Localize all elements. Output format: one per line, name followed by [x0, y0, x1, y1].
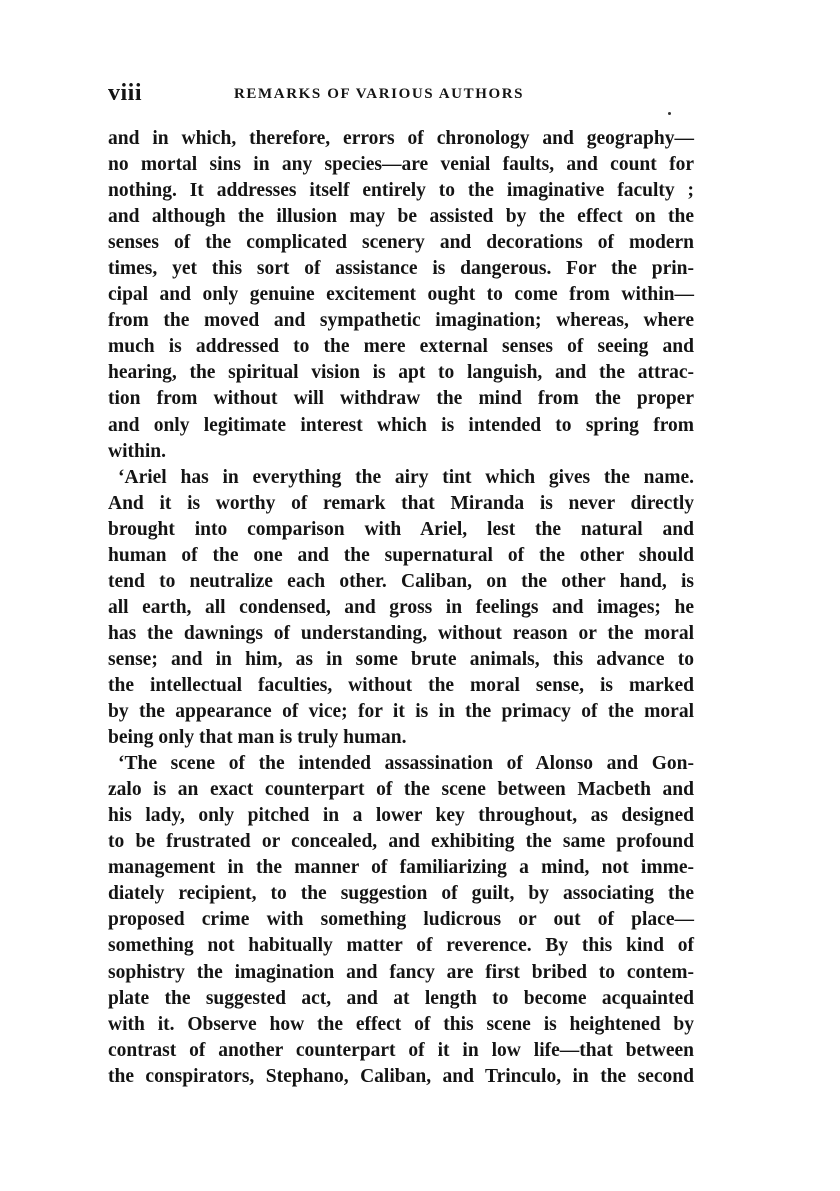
- text-line: management in the manner of familiarizing a mind, not imme-: [108, 857, 694, 879]
- text-line: from the moved and sympathetic imagination; whereas, where: [108, 310, 694, 332]
- text-line: sophistry the imagination and fancy are first bribed to contem-: [108, 961, 694, 983]
- text-line: cipal and only genuine excitement ought to come from within—: [108, 284, 694, 306]
- text-line: diately recipient, to the suggestion of guilt, by associating the: [108, 883, 694, 905]
- text-line: no mortal sins in any species—are venial faults, and count for: [108, 154, 694, 176]
- text-line: and only legitimate interest which is intended to spring from: [108, 414, 694, 436]
- text-line: with it. Observe how the effect of this scene is heightened by: [108, 1013, 694, 1035]
- text-line: contrast of another counterpart of it in low life—that between: [108, 1039, 694, 1061]
- text-line: sense; and in him, as in some brute animals, this advance to: [108, 648, 694, 670]
- text-line: plate the suggested act, and at length to become acquainted: [108, 987, 694, 1009]
- text-line: within.: [108, 440, 166, 462]
- text-line: his lady, only pitched in a lower key throughout, as designed: [108, 805, 694, 827]
- text-line: times, yet this sort of assistance is dangerous. For the prin-: [108, 258, 694, 280]
- text-line: brought into comparison with Ariel, lest the natural and: [108, 518, 694, 540]
- text-line: and although the illusion may be assisted by the effect on the: [108, 206, 694, 228]
- text-line: by the appearance of vice; for it is in the primacy of the moral: [108, 701, 694, 723]
- text-line: tend to neutralize each other. Caliban, on the other hand, is: [108, 570, 694, 592]
- text-line: human of the one and the supernatural of the other should: [108, 544, 694, 566]
- text-line: the intellectual faculties, without the moral sense, is marked: [108, 674, 694, 696]
- text-line: much is addressed to the mere external senses of seeing and: [108, 336, 694, 358]
- text-line: hearing, the spiritual vision is apt to languish, and the attrac-: [108, 362, 694, 384]
- text-line: all earth, all condensed, and gross in feelings and images; he: [108, 596, 694, 618]
- text-line: ‘The scene of the intended assassination of Alonso and Gon-: [118, 753, 694, 775]
- text-line: nothing. It addresses itself entirely to the imaginative faculty ;: [108, 180, 694, 202]
- text-line: and in which, therefore, errors of chronology and geography—: [108, 128, 694, 149]
- text-line: ‘Ariel has in everything the airy tint which gives the name.: [118, 466, 694, 488]
- text-line: zalo is an exact counterpart of the scene between Macbeth and: [108, 779, 694, 801]
- text-line: has the dawnings of understanding, without reason or the moral: [108, 622, 694, 644]
- page-header: [108, 80, 698, 110]
- text-line: to be frustrated or concealed, and exhibiting the same profound: [108, 831, 694, 853]
- text-line: tion from without will withdraw the mind from the proper: [108, 388, 694, 410]
- page-number: viii: [108, 80, 143, 106]
- text-line: the conspirators, Stephano, Caliban, and Trinculo, in the second: [108, 1065, 694, 1087]
- text-line: something not habitually matter of reverence. By this kind of: [108, 935, 694, 957]
- running-head: REMARKS OF VARIOUS AUTHORS: [234, 86, 525, 102]
- text-line: And it is worthy of remark that Miranda is never directly: [108, 492, 694, 514]
- body-text: [108, 126, 694, 1090]
- text-line: proposed crime with something ludicrous or out of place—: [108, 909, 694, 931]
- text-line: being only that man is truly human.: [108, 727, 407, 749]
- text-line: senses of the complicated scenery and decorations of modern: [108, 232, 694, 254]
- ink-speck: [668, 112, 671, 115]
